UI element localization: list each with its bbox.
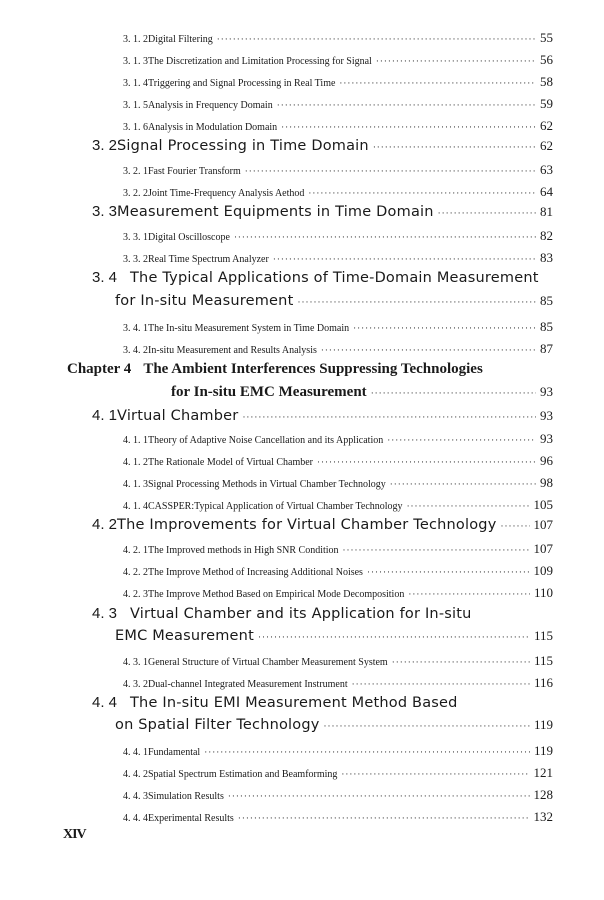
entry-page: 93 xyxy=(540,431,553,446)
entry-page: 96 xyxy=(540,453,553,468)
entry-title: The Improved methods in High SNR Condition xyxy=(148,545,339,556)
toc-section-4-3[interactable] xyxy=(92,605,472,625)
entry-title: Fundamental xyxy=(148,747,201,758)
entry-title: Digital Oscilloscope xyxy=(148,232,230,243)
dot-leader xyxy=(217,34,536,44)
toc-entry-4-2-2[interactable] xyxy=(123,563,553,578)
entry-number: 4. 4. 1 xyxy=(123,747,148,758)
entry-page: 110 xyxy=(533,585,553,600)
entry-title: The Improve Method Based on Empirical Mode Decomposition xyxy=(148,589,405,600)
entry-page: 115 xyxy=(533,653,553,668)
entry-number: 4. 4. 2 xyxy=(123,769,148,780)
dot-leader xyxy=(339,78,536,88)
entry-page: 82 xyxy=(540,228,553,243)
entry-number: 4. 3. 1 xyxy=(123,657,148,668)
entry-page: 62 xyxy=(540,118,553,133)
toc-entry-3-1-2[interactable] xyxy=(123,30,553,45)
entry-number: 3. 2. 1 xyxy=(123,166,148,177)
dot-leader xyxy=(308,188,536,198)
section-page: 81 xyxy=(540,204,553,219)
entry-number: 3. 4. 2 xyxy=(123,345,148,356)
toc-entry-3-4-2[interactable] xyxy=(123,341,553,356)
toc-entry-3-1-4[interactable] xyxy=(123,74,553,89)
entry-title: Joint Time-Frequency Analysis Aethod xyxy=(148,188,305,199)
entry-title: General Structure of Virtual Chamber Measurement System xyxy=(148,657,388,668)
toc-entry-3-2-1[interactable] xyxy=(123,162,553,177)
entry-page: 56 xyxy=(540,52,553,67)
chapter-number: Chapter 4 xyxy=(67,361,132,377)
dot-leader xyxy=(341,769,529,779)
dot-leader xyxy=(376,56,536,66)
section-page: 107 xyxy=(533,517,553,532)
entry-number: 3. 1. 6 xyxy=(123,122,148,133)
entry-page: 105 xyxy=(533,497,553,512)
entry-page: 58 xyxy=(540,74,553,89)
section-title: Measurement Equipments in Time Domain xyxy=(117,204,434,220)
section-number: 4. 1 xyxy=(92,407,118,424)
entry-title: Simulation Results xyxy=(148,791,224,802)
entry-number: 3. 1. 3 xyxy=(123,56,148,67)
entry-number: 3. 2. 2 xyxy=(123,188,148,199)
entry-title: Real Time Spectrum Analyzer xyxy=(148,254,269,265)
dot-leader xyxy=(353,323,536,333)
entry-title: The Discretization and Limitation Processing for Signal xyxy=(148,56,372,67)
section-title: Signal Processing in Time Domain xyxy=(117,138,369,154)
section-page: 85 xyxy=(540,293,553,308)
dot-leader xyxy=(258,632,530,642)
entry-page: 98 xyxy=(540,475,553,490)
entry-title: Theory of Adaptive Noise Cancellation and its Application xyxy=(148,435,384,446)
entry-page: 85 xyxy=(540,319,553,334)
section-title: The Improvements for Virtual Chamber Technology xyxy=(117,517,497,533)
toc-entry-4-3-2[interactable] xyxy=(123,675,553,690)
entry-page: 64 xyxy=(540,184,553,199)
toc-section-3-2[interactable] xyxy=(92,137,553,157)
entry-page: 116 xyxy=(533,675,553,690)
toc-entry-4-1-4[interactable] xyxy=(123,497,553,512)
dot-leader xyxy=(204,747,530,757)
entry-number: 3. 1. 2 xyxy=(123,34,148,45)
chapter-title: The Ambient Interferences Suppressing Technologies xyxy=(143,361,483,377)
entry-number: 4. 1. 2 xyxy=(123,457,148,468)
dot-leader xyxy=(238,813,530,823)
toc-entry-4-4-2[interactable] xyxy=(123,765,553,780)
toc-section-4-4[interactable] xyxy=(92,694,458,714)
toc-entry-4-2-1[interactable] xyxy=(123,541,553,556)
entry-title: Dual-channel Integrated Measurement Instrument xyxy=(148,679,348,690)
toc-entry-4-1-2[interactable] xyxy=(123,453,553,468)
dot-leader xyxy=(324,721,530,731)
toc-entry-4-1-3[interactable] xyxy=(123,475,553,490)
dot-leader xyxy=(245,166,536,176)
section-number: 3. 2 xyxy=(92,137,118,154)
entry-number: 3. 1. 5 xyxy=(123,100,148,111)
entry-title: Spatial Spectrum Estimation and Beamforming xyxy=(148,769,338,780)
toc-section-4-3-continued[interactable] xyxy=(115,628,553,648)
dot-leader xyxy=(234,232,536,242)
entry-title: CASSPER:Typical Application of Virtual Chamber Technology xyxy=(148,501,403,512)
toc-entry-3-1-6[interactable] xyxy=(123,118,553,133)
section-page: 119 xyxy=(533,717,553,732)
toc-entry-4-4-3[interactable] xyxy=(123,787,553,802)
entry-title: Fast Fourier Transform xyxy=(148,166,241,177)
dot-leader xyxy=(407,501,530,511)
section-number: 4. 3 xyxy=(92,605,118,622)
entry-title: Digital Filtering xyxy=(148,34,213,45)
section-title: The Typical Applications of Time-Domain Measurement xyxy=(130,270,539,286)
dot-leader xyxy=(281,122,536,132)
dot-leader xyxy=(408,589,530,599)
toc-entry-3-1-3[interactable] xyxy=(123,52,553,67)
entry-page: 87 xyxy=(540,341,553,356)
entry-page: 128 xyxy=(533,787,553,802)
toc-section-4-2[interactable] xyxy=(92,516,553,536)
entry-number: 4. 3. 2 xyxy=(123,679,148,690)
toc-section-4-4-continued[interactable] xyxy=(115,717,553,737)
section-number: 3. 4 xyxy=(92,269,118,286)
page-number-footer: XIV xyxy=(63,827,86,842)
entry-number: 3. 1. 4 xyxy=(123,78,148,89)
dot-leader xyxy=(371,388,536,398)
entry-page: 59 xyxy=(540,96,553,111)
entry-title: Analysis in Frequency Domain xyxy=(148,100,273,111)
dot-leader xyxy=(392,657,530,667)
section-title: Virtual Chamber and its Application for In-situ xyxy=(130,606,472,622)
toc-entry-3-1-5[interactable] xyxy=(123,96,553,111)
entry-title: Triggering and Signal Processing in Real Time xyxy=(148,78,336,89)
section-page: 115 xyxy=(533,628,553,643)
dot-leader xyxy=(228,791,530,801)
dot-leader xyxy=(373,142,536,152)
dot-leader xyxy=(277,100,536,110)
entry-number: 3. 3. 2 xyxy=(123,254,148,265)
toc-chapter-4[interactable] xyxy=(67,361,483,381)
entry-title: The Improve Method of Increasing Additional Noises xyxy=(148,567,363,578)
section-page: 93 xyxy=(540,408,553,423)
entry-page: 107 xyxy=(533,541,553,556)
section-page: 62 xyxy=(540,138,553,153)
dot-leader xyxy=(501,521,530,531)
entry-page: 55 xyxy=(540,30,553,45)
toc-entry-4-3-1[interactable] xyxy=(123,653,553,668)
toc-chapter-4-continued[interactable] xyxy=(171,384,553,404)
chapter-title-continued: for In-situ EMC Measurement xyxy=(171,384,367,400)
entry-title: Experimental Results xyxy=(148,813,234,824)
section-number: 4. 4 xyxy=(92,694,118,711)
entry-page: 119 xyxy=(533,743,553,758)
entry-number: 3. 4. 1 xyxy=(123,323,148,334)
entry-page: 109 xyxy=(533,563,553,578)
toc-entry-3-4-1[interactable] xyxy=(123,319,553,334)
entry-number: 4. 4. 3 xyxy=(123,791,148,802)
entry-number: 4. 2. 3 xyxy=(123,589,148,600)
entry-title: In-situ Measurement and Results Analysis xyxy=(148,345,317,356)
entry-number: 4. 2. 2 xyxy=(123,567,148,578)
entry-number: 4. 1. 1 xyxy=(123,435,148,446)
toc-entry-4-4-1[interactable] xyxy=(123,743,553,758)
entry-title: The In-situ Measurement System in Time Domain xyxy=(148,323,350,334)
section-title-continued: EMC Measurement xyxy=(115,628,254,644)
dot-leader xyxy=(297,297,536,307)
entry-page: 132 xyxy=(533,809,553,824)
dot-leader xyxy=(321,345,536,355)
toc-entry-4-2-3[interactable] xyxy=(123,585,553,600)
section-number: 3. 3 xyxy=(92,203,118,220)
toc-section-4-1[interactable] xyxy=(92,407,553,427)
chapter-page: 93 xyxy=(540,384,553,399)
entry-number: 4. 1. 3 xyxy=(123,479,148,490)
entry-title: Analysis in Modulation Domain xyxy=(148,122,278,133)
entry-title: Signal Processing Methods in Virtual Chamber Technology xyxy=(148,479,386,490)
entry-number: 3. 3. 1 xyxy=(123,232,148,243)
section-number: 4. 2 xyxy=(92,516,118,533)
section-title: The In-situ EMI Measurement Method Based xyxy=(130,695,458,711)
entry-page: 63 xyxy=(540,162,553,177)
section-title: Virtual Chamber xyxy=(117,408,239,424)
dot-leader xyxy=(387,435,536,445)
toc-section-3-3[interactable] xyxy=(92,203,553,223)
toc-entry-4-4-4[interactable] xyxy=(123,809,553,824)
dot-leader xyxy=(438,208,536,218)
section-title-continued: on Spatial Filter Technology xyxy=(115,717,320,733)
entry-title: The Rationale Model of Virtual Chamber xyxy=(148,457,314,468)
dot-leader xyxy=(390,479,536,489)
dot-leader xyxy=(317,457,536,467)
toc-entry-4-1-1[interactable] xyxy=(123,431,553,446)
entry-page: 121 xyxy=(533,765,553,780)
section-title-continued: for In-situ Measurement xyxy=(115,293,294,309)
dot-leader xyxy=(273,254,536,264)
entry-number: 4. 2. 1 xyxy=(123,545,148,556)
entry-number: 4. 4. 4 xyxy=(123,813,148,824)
dot-leader xyxy=(367,567,530,577)
toc-section-3-4-continued[interactable] xyxy=(115,293,553,313)
dot-leader xyxy=(352,679,530,689)
toc-entry-3-2-2[interactable] xyxy=(123,184,553,199)
toc-section-3-4[interactable] xyxy=(92,269,539,289)
dot-leader xyxy=(343,545,530,555)
toc-entry-3-3-1[interactable] xyxy=(123,228,553,243)
toc-entry-3-3-2[interactable] xyxy=(123,250,553,265)
dot-leader xyxy=(242,412,536,422)
entry-number: 4. 1. 4 xyxy=(123,501,148,512)
entry-page: 83 xyxy=(540,250,553,265)
